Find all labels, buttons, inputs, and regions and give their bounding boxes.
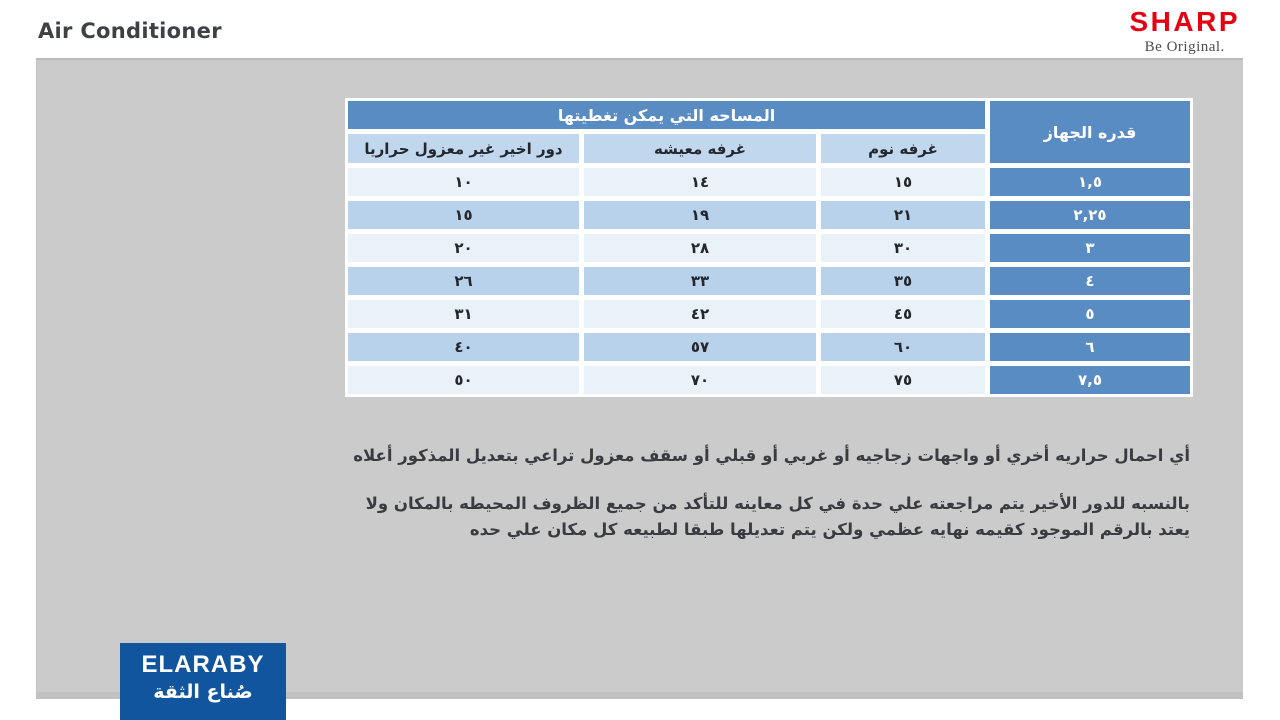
column-header-living-room: غرفه معيشه (584, 134, 816, 163)
living-room-cell: ١٤ (584, 168, 816, 196)
capacity-column-header: قدره الجهاز (990, 101, 1190, 163)
column-header-bedroom: غرفه نوم (821, 134, 985, 163)
notes (270, 443, 1190, 543)
living-room-cell: ١٩ (584, 201, 816, 229)
bedroom-cell: ٤٥ (821, 300, 985, 328)
living-room-cell: ٥٧ (584, 333, 816, 361)
bedroom-cell: ٣٠ (821, 234, 985, 262)
capacity-cell: ١,٥ (990, 168, 1190, 196)
bedroom-cell: ٧٥ (821, 366, 985, 394)
living-room-cell: ٢٨ (584, 234, 816, 262)
bedroom-cell: ٦٠ (821, 333, 985, 361)
bedroom-cell: ٣٥ (821, 267, 985, 295)
content-area (36, 58, 1243, 699)
sharp-tagline: Be Original. (1144, 38, 1225, 55)
note-top-floor-line1: بالنسبه للدور الأخير يتم مراجعته علي حدة في كل معاينه للتأكد من جميع الظروف المحيطه بالمكان ولا (365, 494, 1190, 513)
bedroom-cell: ٢١ (821, 201, 985, 229)
top-floor-cell: ١٥ (348, 201, 579, 229)
sharp-wordmark: SHARP (1129, 6, 1240, 37)
living-room-cell: ٧٠ (584, 366, 816, 394)
top-floor-cell: ١٠ (348, 168, 579, 196)
capacity-cell: ٧,٥ (990, 366, 1190, 394)
note-thermal-loads: أي احمال حراريه أخري أو واجهات زجاجيه أو غربي أو قبلي أو سقف معزول تراعي بتعديل المذكور أعلاه (353, 446, 1190, 465)
top-floor-cell: ٢٦ (348, 267, 579, 295)
note-top-floor-line2: يعتد بالرقم الموجود كقيمه نهايه عظمي ولكن يتم تعديلها طبقا لطبيعه كل مكان علي حده (469, 520, 1190, 539)
capacity-cell: ٢,٢٥ (990, 201, 1190, 229)
capacity-cell: ٤ (990, 267, 1190, 295)
coverage-table (345, 98, 1193, 397)
elaraby-tagline: صُناع الثقة (153, 681, 253, 704)
elaraby-wordmark: ELARABY (141, 651, 265, 678)
living-room-cell: ٣٣ (584, 267, 816, 295)
capacity-cell: ٥ (990, 300, 1190, 328)
top-floor-cell: ٤٠ (348, 333, 579, 361)
page-title: Air Conditioner (38, 19, 222, 43)
bedroom-cell: ١٥ (821, 168, 985, 196)
sharp-logo (1129, 7, 1240, 55)
capacity-cell: ٣ (990, 234, 1190, 262)
living-room-cell: ٤٢ (584, 300, 816, 328)
top-floor-cell: ٣١ (348, 300, 579, 328)
column-header-top-floor: دور اخير غير معزول حراريا (348, 134, 579, 163)
elaraby-logo (120, 643, 286, 720)
top-floor-cell: ٥٠ (348, 366, 579, 394)
capacity-cell: ٦ (990, 333, 1190, 361)
top-floor-cell: ٢٠ (348, 234, 579, 262)
coverage-span-header: المساحه التي يمكن تغطيتها (348, 101, 985, 129)
